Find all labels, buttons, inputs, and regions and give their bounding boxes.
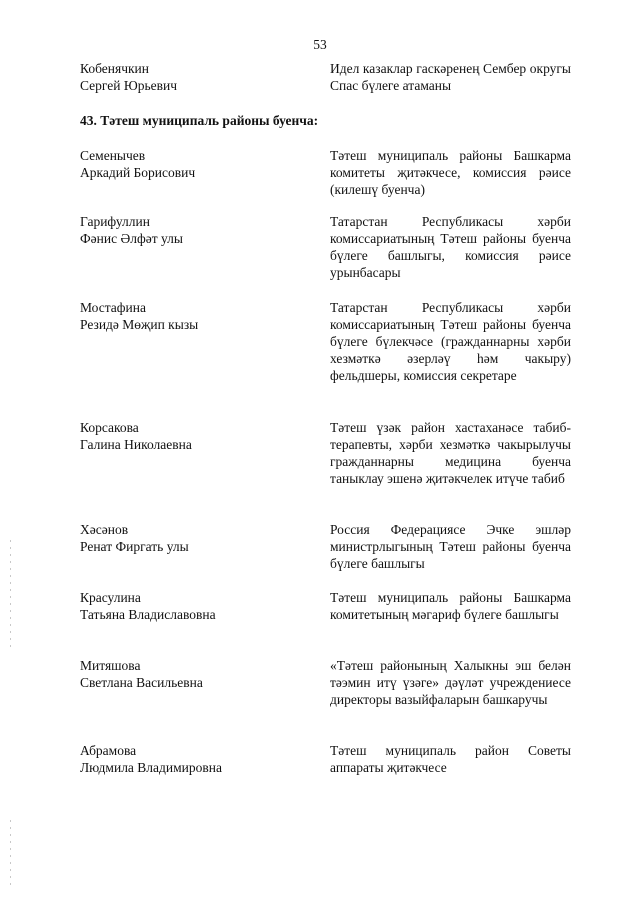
person-given-name: Татьяна Владиславовна bbox=[80, 607, 216, 622]
person-given-name: Галина Николаевна bbox=[80, 437, 192, 452]
person-name bbox=[80, 419, 310, 453]
person-given-name: Ренат Фиргать улы bbox=[80, 539, 189, 554]
person-role: Россия Федерациясе Эчке эшләр министрлыгының Тәтеш районы буенча бүлеге башлыгы bbox=[330, 522, 571, 571]
person-given-name: Людмила Владимировна bbox=[80, 760, 222, 775]
person-given-name: Светлана Васильевна bbox=[80, 675, 203, 690]
person-role: Тәтеш үзәк район хастаханәсе табиб-терапевты, хәрби хезмәткә чакырылучы гражданнарны медицина буенча таныклау эшенә җитәкчелек итүче табиб bbox=[330, 420, 571, 486]
person-surname: Кобенячкин bbox=[80, 61, 149, 76]
page-number: 53 bbox=[313, 37, 327, 52]
person-surname: Абрамова bbox=[80, 743, 137, 758]
person-name bbox=[80, 589, 310, 623]
person-surname: Корсакова bbox=[80, 420, 139, 435]
person-role: Татарстан Республикасы хәрби комиссариатының Тәтеш районы буенча бүлеге башлыгы, комиссия рәисе урынбасары bbox=[330, 214, 571, 280]
scan-artifact bbox=[10, 540, 11, 650]
person-name bbox=[80, 299, 310, 333]
person-surname: Гарифуллин bbox=[80, 214, 150, 229]
person-role: Тәтеш муниципаль районы Башкарма комитеты җитәкчесе, комиссия рәисе (килешү буенча) bbox=[330, 148, 571, 197]
person-name bbox=[80, 213, 310, 247]
person-given-name: Фәнис Әлфәт улы bbox=[80, 231, 183, 246]
person-name bbox=[80, 742, 310, 776]
person-role: Идел казаклар гаскәренең Сембер округы Спас бүлеге атаманы bbox=[330, 61, 571, 93]
person-given-name: Сергей Юрьевич bbox=[80, 78, 178, 93]
person-role: Тәтеш муниципаль районы Башкарма комитетының мәгариф бүлеге башлыгы bbox=[330, 590, 571, 622]
person-surname: Мостафина bbox=[80, 300, 146, 315]
person-given-name: Аркадий Борисович bbox=[80, 165, 196, 180]
scan-artifact bbox=[10, 820, 11, 890]
person-surname: Семенычев bbox=[80, 148, 146, 163]
person-role: Татарстан Республикасы хәрби комиссариатының Тәтеш районы буенча бүлеге бүлекчәсе (гражданнарны хәрби хезмәткә әзерләү һәм чакыру) фельдшеры, комиссия секретаре bbox=[330, 300, 571, 383]
person-name bbox=[80, 60, 310, 94]
person-surname: Красулина bbox=[80, 590, 141, 605]
person-role: «Тәтеш районының Халыкны эш белән тәэмин итү үзәге» дәүләт учреждениесе директоры вазыйфаларын башкаручы bbox=[330, 658, 571, 707]
section-heading: 43. Тәтеш муниципаль районы буенча: bbox=[80, 113, 319, 128]
person-name bbox=[80, 657, 310, 691]
person-name bbox=[80, 147, 310, 181]
person-name bbox=[80, 521, 310, 555]
person-role: Тәтеш муниципаль район Советы аппараты җитәкчесе bbox=[330, 743, 571, 775]
person-surname: Митяшова bbox=[80, 658, 141, 673]
person-surname: Хәсәнов bbox=[80, 522, 129, 537]
person-given-name: Резидә Мөҗип кызы bbox=[80, 317, 199, 332]
